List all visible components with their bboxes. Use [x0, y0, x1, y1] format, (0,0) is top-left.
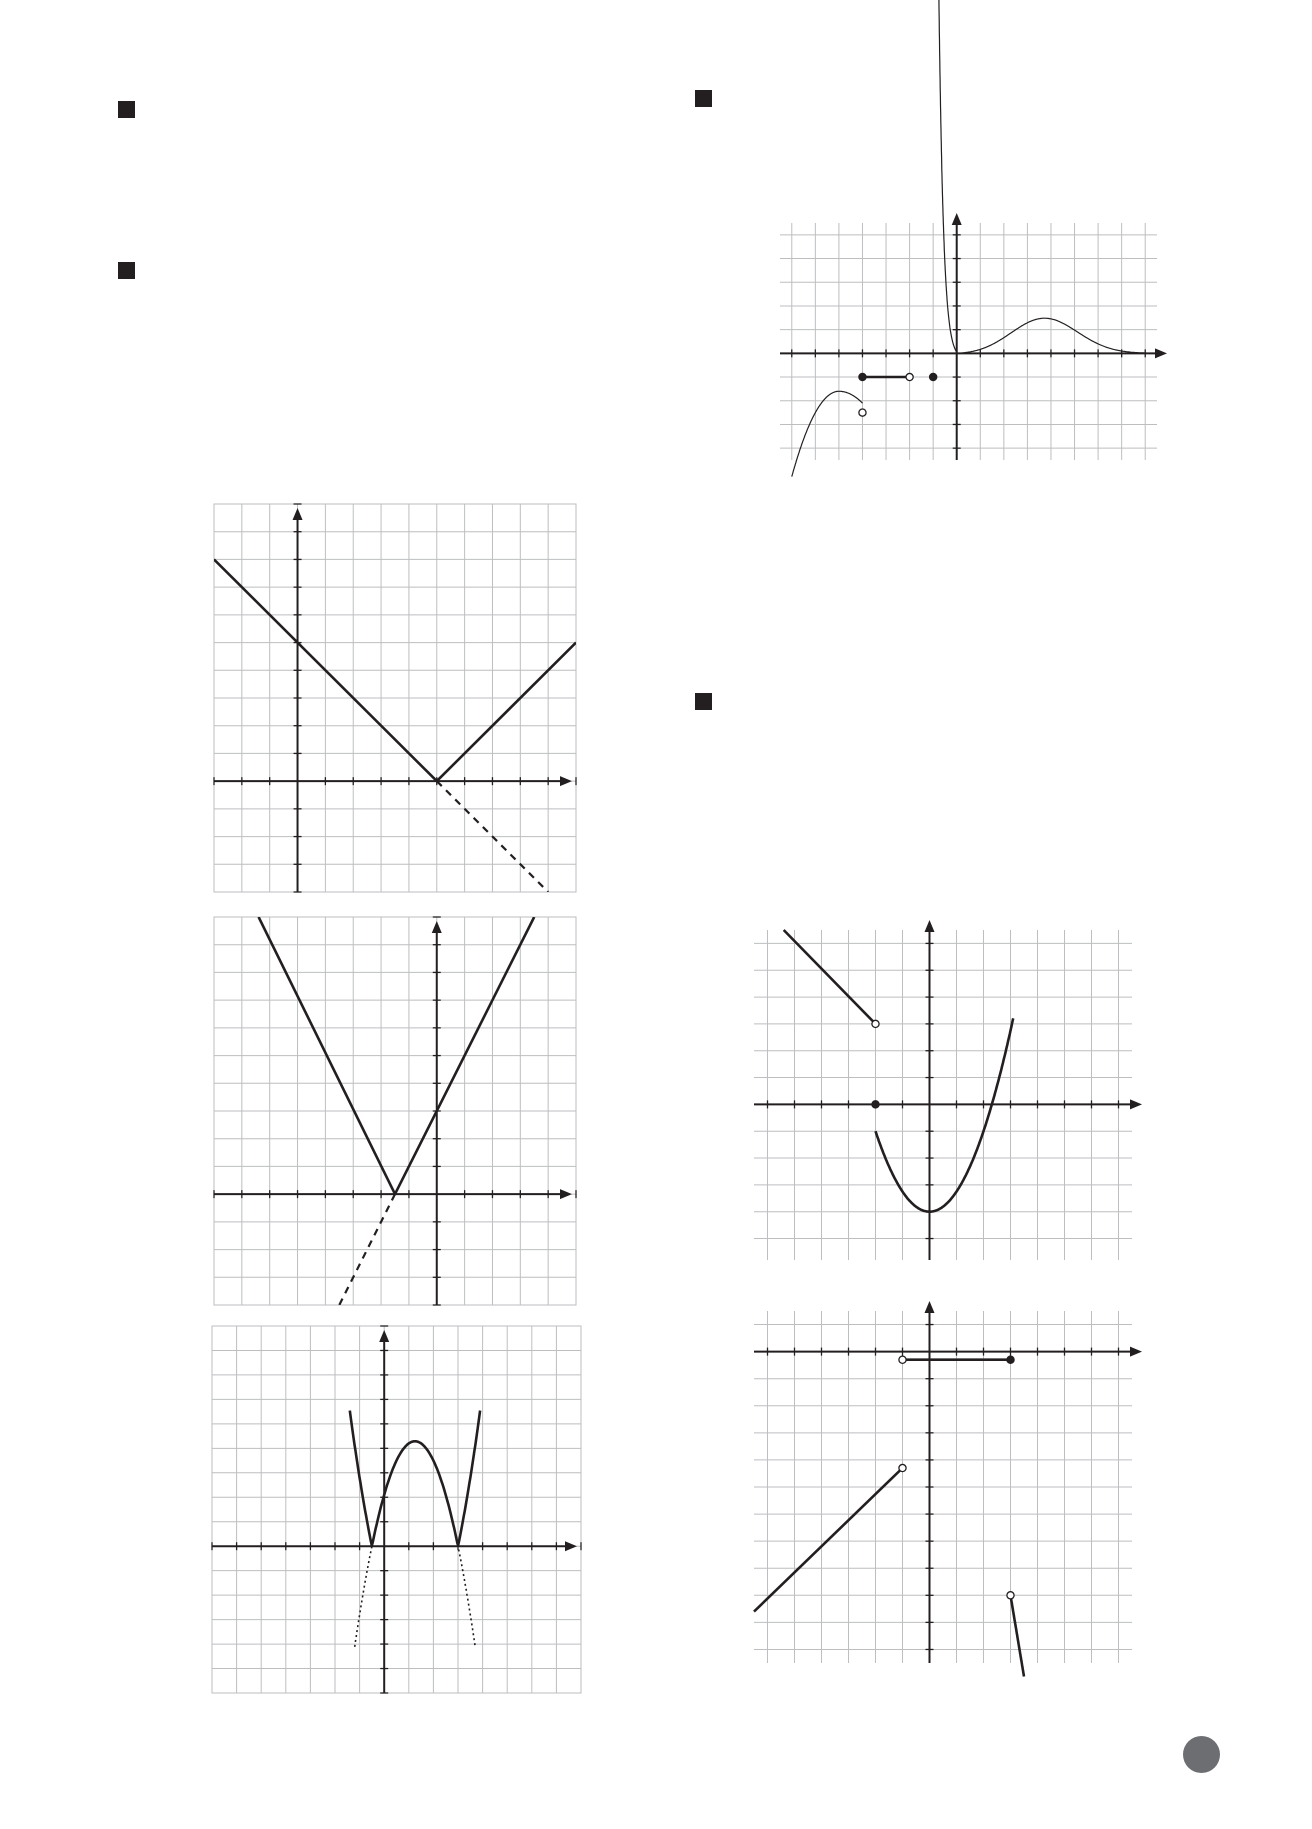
graph-d-plot [792, 0, 1157, 477]
graph-d-open-point-1 [906, 373, 913, 380]
y-axis-arrow [952, 213, 962, 225]
graph-e-series-1 [876, 1018, 1014, 1211]
x-axis-arrow [565, 1541, 577, 1551]
graph-c-grid [212, 1326, 581, 1693]
graph-d [780, 0, 1167, 477]
page-number-badge [1183, 1736, 1220, 1773]
graph-e-open-point-0 [872, 1020, 879, 1027]
x-axis-arrow [560, 776, 572, 786]
graph-a-axes [214, 514, 566, 892]
graph-d-series-2 [792, 391, 863, 476]
graph-f [754, 1301, 1142, 1677]
graph-d-closed-point-0 [859, 373, 866, 380]
y-axis-arrow [925, 1301, 935, 1313]
graph-e [754, 920, 1142, 1260]
graph-f-open-point-2 [899, 1464, 906, 1471]
y-axis-arrow [293, 508, 303, 520]
y-axis-arrow [432, 921, 442, 933]
graph-b-axes [214, 927, 566, 1305]
graph-b [214, 917, 576, 1305]
graph-f-series-2 [1011, 1595, 1025, 1676]
graph-d-closed-point-2 [930, 373, 937, 380]
graph-d-open-point-3 [859, 409, 866, 416]
y-axis-arrow [379, 1330, 389, 1342]
graph-c-frame [212, 1326, 581, 1693]
graph-e-axes [754, 926, 1136, 1260]
graph-d-series-1 [957, 318, 1157, 353]
graph-f-grid [754, 1311, 1132, 1663]
graph-d-grid [780, 223, 1157, 460]
graph-a [214, 504, 576, 892]
graph-c [212, 1326, 581, 1693]
graph-d-series-0 [933, 0, 957, 352]
graph-f-closed-point-1 [1007, 1356, 1014, 1363]
graph-c-plot [350, 1411, 480, 1647]
graph-e-grid [754, 930, 1132, 1260]
y-axis-arrow [925, 920, 935, 932]
graph-f-open-point-3 [1007, 1592, 1014, 1599]
x-axis-arrow [1130, 1347, 1142, 1357]
graph-b-grid [214, 917, 576, 1305]
graph-c-ticks [212, 1326, 581, 1693]
graph-e-closed-point-1 [872, 1101, 879, 1108]
graph-f-series-1 [754, 1468, 903, 1612]
graph-d-axes [780, 219, 1161, 460]
x-axis-arrow [560, 1189, 572, 1199]
graph-e-plot [784, 930, 1014, 1212]
graph-c-axes [212, 1336, 571, 1693]
graph-c-series-0 [350, 1411, 480, 1546]
x-axis-arrow [1130, 1099, 1142, 1109]
graph-e-series-0 [784, 930, 876, 1024]
graph-f-open-point-0 [899, 1356, 906, 1363]
graph-e-ticks [768, 943, 1119, 1238]
